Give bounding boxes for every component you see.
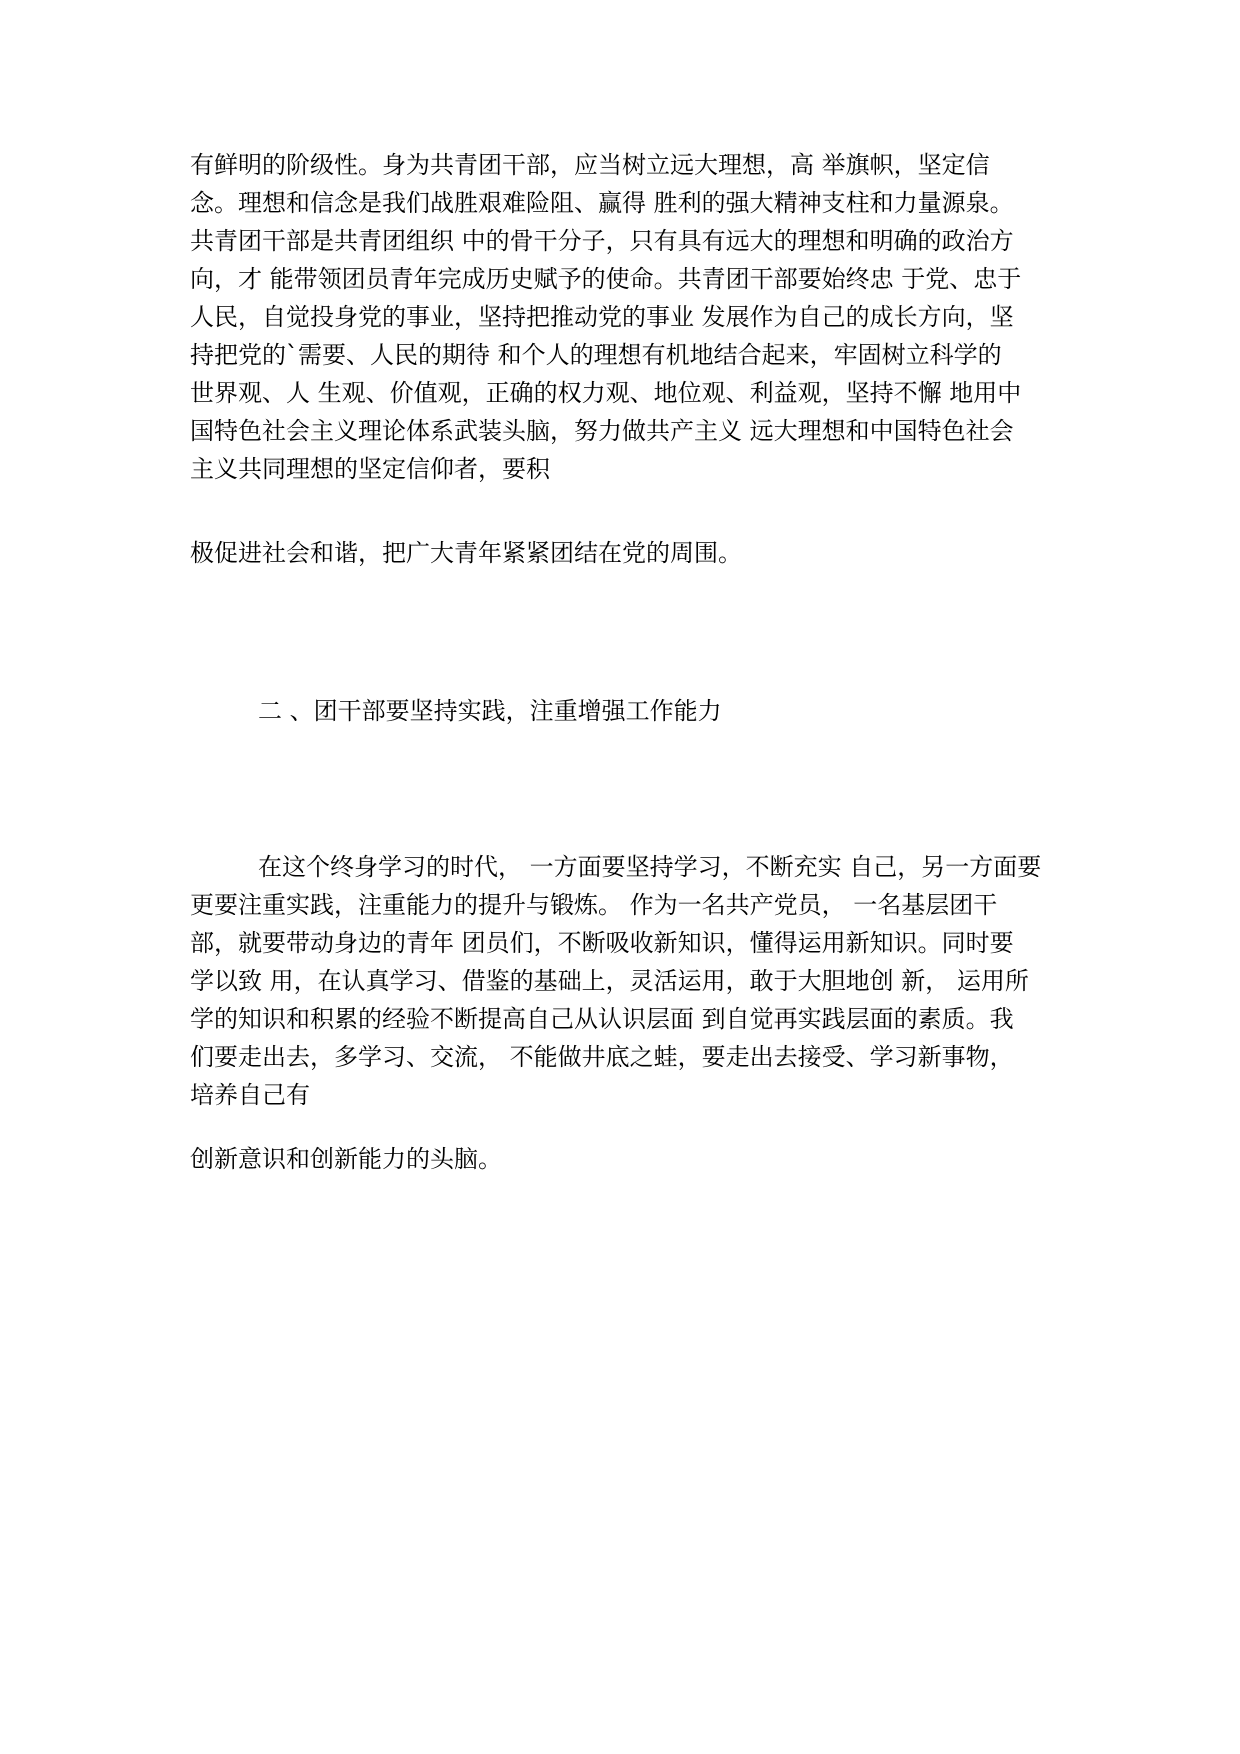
section-heading: 二 、团干部要坚持实践，注重增强工作能力	[258, 697, 722, 725]
paragraph-line: 学的知识和积累的经验不断提高自己从认识层面 到自觉再实践层面的素质。我	[190, 1005, 1014, 1033]
paragraph-line: 学以致 用，在认真学习、借鉴的基础上，灵活运用，敢于大胆地创 新， 运用所	[190, 967, 1029, 995]
paragraph-line: 念。理想和信念是我们战胜艰难险阻、赢得 胜利的强大精神支柱和力量源泉。	[190, 189, 1014, 217]
paragraph-line: 人民，自觉投身党的事业，坚持把推动党的事业 发展作为自己的成长方向，坚	[190, 303, 1014, 331]
paragraph-line: 极促进社会和谐，把广大青年紧紧团结在党的周围。	[190, 539, 742, 567]
paragraph-practice-tail	[190, 1140, 1060, 1178]
paragraph-line: 培养自己有	[190, 1081, 310, 1109]
paragraph-line: 有鲜明的阶级性。身为共青团干部，应当树立远大理想，高 举旗帜，坚定信	[190, 151, 990, 179]
paragraph-practice	[190, 848, 1060, 1114]
paragraph-ideals	[190, 146, 1060, 488]
paragraph-line: 在这个终身学习的时代， 一方面要坚持学习，不断充实 自己，另一方面要	[258, 853, 1042, 881]
paragraph-line: 持把党的`需要、人民的期待 和个人的理想有机地结合起来，牢固树立科学的	[190, 341, 1002, 369]
paragraph-line: 主义共同理想的坚定信仰者，要积	[190, 455, 550, 483]
section-heading-2	[190, 692, 1060, 730]
paragraph-ideals-tail	[190, 534, 1060, 572]
paragraph-line: 们要走出去，多学习、交流， 不能做井底之蛙，要走出去接受、学习新事物，	[190, 1043, 1014, 1071]
paragraph-line: 更要注重实践，注重能力的提升与锻炼。 作为一名共产党员， 一名基层团干	[190, 891, 998, 919]
paragraph-line: 世界观、人 生观、价值观，正确的权力观、地位观、利益观，坚持不懈 地用中	[190, 379, 1022, 407]
paragraph-line: 创新意识和创新能力的头脑。	[190, 1145, 502, 1173]
paragraph-line: 共青团干部是共青团组织 中的骨干分子，只有具有远大的理想和明确的政治方	[190, 227, 1014, 255]
paragraph-line: 部，就要带动身边的青年 团员们，不断吸收新知识，懂得运用新知识。同时要	[190, 929, 1014, 957]
paragraph-line: 国特色社会主义理论体系武装头脑，努力做共产主义 远大理想和中国特色社会	[190, 417, 1014, 445]
paragraph-line: 向，才 能带领团员青年完成历史赋予的使命。共青团干部要始终忠 于党、忠于	[190, 265, 1022, 293]
